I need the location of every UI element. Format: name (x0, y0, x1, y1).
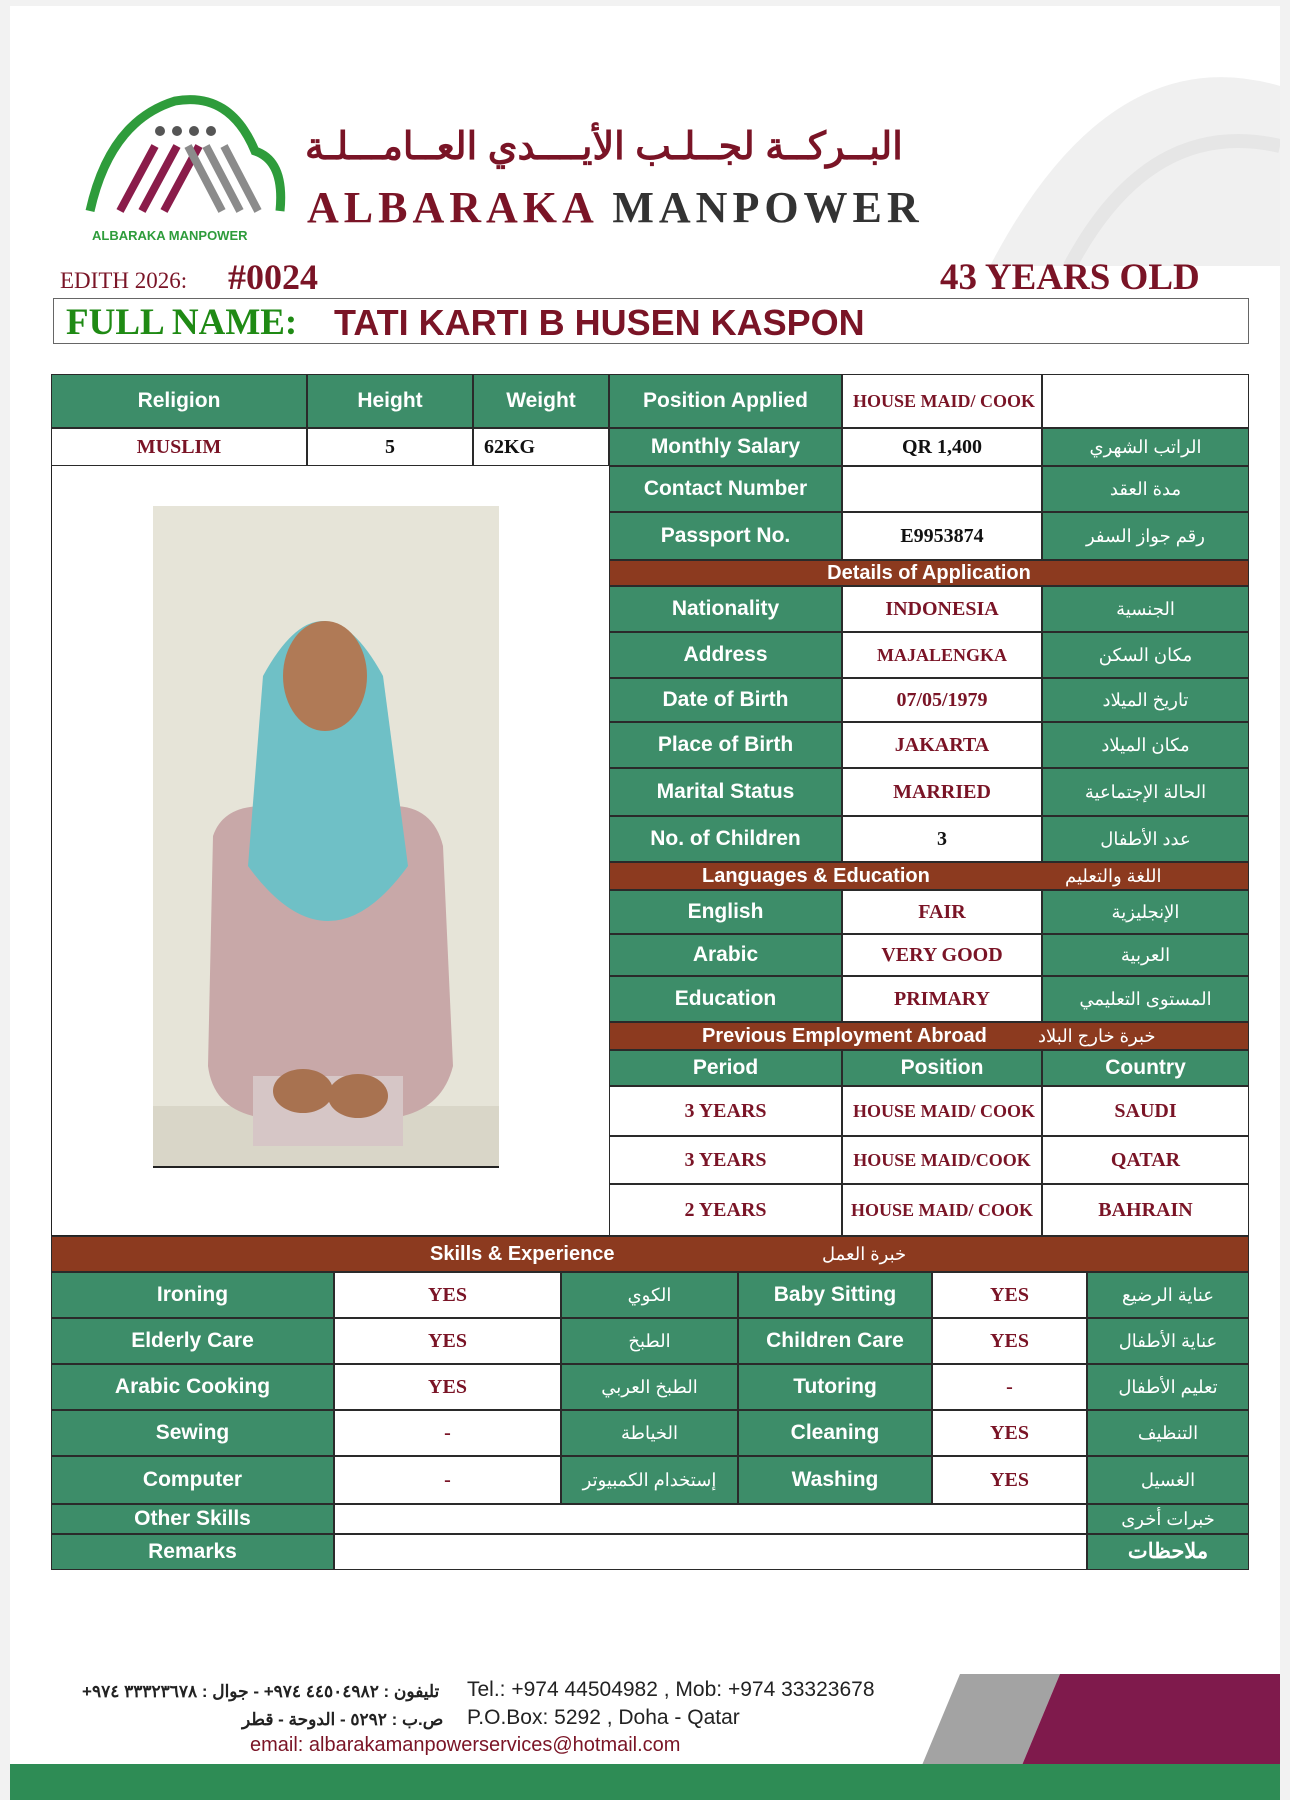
passport-value: E9953874 (842, 512, 1042, 560)
skill-right-value: YES (932, 1318, 1087, 1364)
skill-left-ar: الخياطة (561, 1410, 738, 1456)
monthly-salary-label: Monthly Salary (609, 428, 842, 466)
employment-row-3-position: HOUSE MAID/ COOK (842, 1184, 1042, 1236)
footer-pobox: P.O.Box: 5292 , Doha - Qatar (467, 1706, 740, 1729)
contact-number-value (842, 466, 1042, 512)
profile-sheet (10, 6, 1280, 1800)
skill-right-ar: تعليم الأطفال (1087, 1364, 1249, 1410)
skill-right-label: Children Care (738, 1318, 932, 1364)
footer-bar (10, 1764, 1280, 1800)
full-name-value: TATI KARTI B HUSEN KASPON (334, 302, 865, 343)
skill-right-label: Baby Sitting (738, 1272, 932, 1318)
reference-number: #0024 (228, 257, 318, 297)
period-header: Period (609, 1050, 842, 1086)
skill-right-ar: التنظيف (1087, 1410, 1249, 1456)
english-label: English (609, 890, 842, 934)
employment-row-1-position: HOUSE MAID/ COOK (842, 1086, 1042, 1136)
remarks-label: Remarks (51, 1534, 334, 1570)
position-applied-value: HOUSE MAID/ COOK (842, 374, 1042, 428)
skill-left-value: YES (334, 1318, 561, 1364)
skill-left-value: - (334, 1410, 561, 1456)
skill-right-label: Washing (738, 1456, 932, 1504)
employment-row-1-country: SAUDI (1042, 1086, 1249, 1136)
arabic-label: Arabic (609, 934, 842, 976)
religion-value: MUSLIM (51, 428, 307, 466)
height-value: 5 (307, 428, 473, 466)
height-header: Height (307, 374, 473, 428)
employment-row-1-period: 3 YEARS (609, 1086, 842, 1136)
nationality-value: INDONESIA (842, 586, 1042, 632)
dob-value: 07/05/1979 (842, 678, 1042, 722)
employment-row-2-country: QATAR (1042, 1136, 1249, 1184)
full-name-box (53, 298, 1249, 344)
footer-pobox-ar: ص.ب : ٥٢٩٢ - الدوحة - قطر (242, 1710, 444, 1729)
education-ar: المستوى التعليمي (1042, 976, 1249, 1022)
arabic-value: VERY GOOD (842, 934, 1042, 976)
details-section-header: Details of Application (609, 560, 1249, 586)
education-value: PRIMARY (842, 976, 1042, 1022)
skill-right-ar: عناية الأطفال (1087, 1318, 1249, 1364)
dob-label: Date of Birth (609, 678, 842, 722)
other-skills-ar: خبرات أخرى (1087, 1504, 1249, 1534)
skill-left-label: Arabic Cooking (51, 1364, 334, 1410)
employment-row-2-period: 3 YEARS (609, 1136, 842, 1184)
footer-phone: Tel.: +974 44504982 , Mob: +974 33323678 (467, 1678, 875, 1701)
company-logo-icon (80, 91, 290, 241)
company-name-arabic: البــركــة لجــلـب الأيــــدي العــامـــلـة (305, 126, 903, 168)
position-header: Position (842, 1050, 1042, 1086)
address-label: Address (609, 632, 842, 678)
footer-email: email: albarakamanpowerservices@hotmail.com (250, 1734, 681, 1756)
nationality-label: Nationality (609, 586, 842, 632)
contract-duration-ar: مدة العقد (1042, 466, 1249, 512)
logo-caption: ALBARAKA MANPOWER (92, 228, 248, 243)
passport-label: Passport No. (609, 512, 842, 560)
skill-right-value: YES (932, 1272, 1087, 1318)
country-header: Country (1042, 1050, 1249, 1086)
marital-status-label: Marital Status (609, 768, 842, 816)
skill-left-ar: إستخدام الكمبيوتر (561, 1456, 738, 1504)
skill-left-label: Sewing (51, 1410, 334, 1456)
footer-decoration (920, 1674, 1280, 1770)
dob-ar: تاريخ الميلاد (1042, 678, 1249, 722)
skill-left-value: YES (334, 1272, 561, 1318)
skill-right-label: Tutoring (738, 1364, 932, 1410)
skills-section-header: Skills & Experience خبرة العمل (51, 1236, 1249, 1272)
address-ar: مكان السكن (1042, 632, 1249, 678)
contact-number-label: Contact Number (609, 466, 842, 512)
background-pattern (950, 26, 1280, 266)
english-ar: الإنجليزية (1042, 890, 1249, 934)
skill-right-label: Cleaning (738, 1410, 932, 1456)
employment-section-header: Previous Employment Abroad خبرة خارج البلاد (609, 1022, 1249, 1050)
skill-left-label: Elderly Care (51, 1318, 334, 1364)
weight-value: 62KG (473, 428, 609, 466)
remarks-ar: ملاحظات (1087, 1534, 1249, 1570)
position-applied-label: Position Applied (609, 374, 842, 428)
employment-row-2-position: HOUSE MAID/COOK (842, 1136, 1042, 1184)
children-label: No. of Children (609, 816, 842, 862)
pob-label: Place of Birth (609, 722, 842, 768)
skill-right-value: YES (932, 1456, 1087, 1504)
skill-right-ar: الغسيل (1087, 1456, 1249, 1504)
skill-left-ar: الكوي (561, 1272, 738, 1318)
nationality-ar: الجنسية (1042, 586, 1249, 632)
english-value: FAIR (842, 890, 1042, 934)
skill-right-ar: عناية الرضيع (1087, 1272, 1249, 1318)
age-label: 43 YEARS OLD (940, 257, 1200, 298)
skill-left-ar: الطبخ (561, 1318, 738, 1364)
footer-phone-ar: تليفون : ٤٤٥٠٤٩٨٢ ٩٧٤+ - جوال : ٣٣٣٢٣٦٧٨ ٩٧٤+ (82, 1682, 440, 1701)
other-skills-label: Other Skills (51, 1504, 334, 1534)
skill-left-ar: الطبخ العربي (561, 1364, 738, 1410)
full-name-label: FULL NAME: (66, 302, 298, 343)
skill-left-value: - (334, 1456, 561, 1504)
employment-row-3-period: 2 YEARS (609, 1184, 842, 1236)
remarks-value (334, 1534, 1087, 1570)
company-name: ALBARAKA MANPOWER (307, 183, 924, 232)
monthly-salary-ar: الراتب الشهري (1042, 428, 1249, 466)
arabic-ar: العربية (1042, 934, 1249, 976)
skill-right-value: - (932, 1364, 1087, 1410)
education-label: Education (609, 976, 842, 1022)
pob-ar: مكان الميلاد (1042, 722, 1249, 768)
children-ar: عدد الأطفال (1042, 816, 1249, 862)
weight-header: Weight (473, 374, 609, 428)
marital-status-value: MARRIED (842, 768, 1042, 816)
religion-header: Religion (51, 374, 307, 428)
skill-right-value: YES (932, 1410, 1087, 1456)
skill-left-label: Computer (51, 1456, 334, 1504)
marital-status-ar: الحالة الإجتماعية (1042, 768, 1249, 816)
children-value: 3 (842, 816, 1042, 862)
position-applied-ar (1042, 374, 1249, 428)
skill-left-value: YES (334, 1364, 561, 1410)
pob-value: JAKARTA (842, 722, 1042, 768)
candidate-photo (153, 506, 499, 1168)
edition-label: EDITH 2026: (60, 268, 188, 293)
monthly-salary-value: QR 1,400 (842, 428, 1042, 466)
languages-section-header: Languages & Education اللغة والتعليم (609, 862, 1249, 890)
skill-left-label: Ironing (51, 1272, 334, 1318)
other-skills-value (334, 1504, 1087, 1534)
address-value: MAJALENGKA (842, 632, 1042, 678)
passport-ar: رقم جواز السفر (1042, 512, 1249, 560)
employment-row-3-country: BAHRAIN (1042, 1184, 1249, 1236)
